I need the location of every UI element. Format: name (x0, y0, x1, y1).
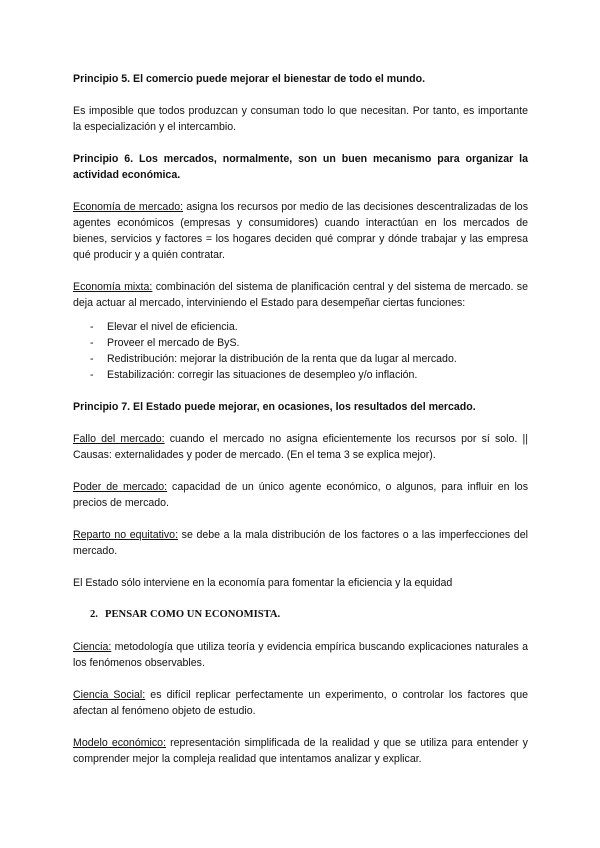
principle-5-text: Es imposible que todos produzcan y consuman todo lo que necesitan. Por tanto, es importante la especialización y el intercambio. (73, 105, 528, 133)
term-poder-de-mercado: Poder de mercado: (73, 481, 168, 493)
state-functions-list (73, 319, 528, 383)
definition-text: metodología que utiliza teoría y evidencia empírica buscando explicaciones naturales a los fenómenos observables. (73, 641, 528, 669)
term-economia-mixta: Economía mixta: (73, 281, 153, 293)
section-2-heading (73, 607, 528, 623)
term-economia-de-mercado: Economía de mercado: (73, 201, 184, 213)
dash-bullet: - (90, 353, 94, 365)
definition-modelo-economico (73, 735, 528, 767)
principle-5-heading: Principio 5. El comercio puede mejorar el bienestar de todo el mundo. (73, 73, 426, 85)
list-item: - Proveer el mercado de ByS. (90, 337, 240, 349)
term-ciencia-social: Ciencia Social: (73, 689, 146, 701)
definition-poder-de-mercado (73, 479, 528, 511)
definition-economia-de-mercado (73, 199, 528, 263)
dash-bullet: - (90, 369, 94, 381)
list-item: - Redistribución: mejorar la distribución de la renta que da lugar al mercado. (90, 353, 457, 365)
definition-text: combinación del sistema de planificación central y del sistema de mercado. se deja actuar al mercado, interviniendo el Estado para desempeñar ciertas funciones: (73, 281, 528, 309)
list-item: - Elevar el nivel de eficiencia. (90, 321, 238, 333)
definition-text: representación simplificada de la realidad y que se utiliza para entender y comprender mejor la compleja realidad que intentamos analizar y explicar. (73, 737, 528, 765)
definition-text: cuando el mercado no asigna eficientemente los recursos por sí solo. || Causas: externalidades y poder de mercado. (En el tema 3 se explica mejor). (73, 433, 528, 461)
principle-7-heading: Principio 7. El Estado puede mejorar, en ocasiones, los resultados del mercado. (73, 401, 476, 413)
term-ciencia: Ciencia: (73, 641, 112, 653)
definition-reparto-no-equitativo (73, 527, 528, 559)
term-fallo-del-mercado: Fallo del mercado: (73, 433, 165, 445)
section-title: PENSAR COMO UN ECONOMISTA. (105, 609, 281, 620)
definition-text: es difícil replicar perfectamente un experimento, o controlar los factores que afectan al fenómeno objeto de estudio. (73, 689, 528, 717)
term-reparto-no-equitativo: Reparto no equitativo: (73, 529, 179, 541)
term-modelo-economico: Modelo económico: (73, 737, 167, 749)
definition-ciencia (73, 639, 528, 671)
dash-bullet: - (90, 337, 94, 349)
list-item: - Estabilización: corregir las situaciones de desempleo y/o inflación. (90, 369, 418, 381)
principle-7-closing: El Estado sólo interviene en la economía para fomentar la eficiencia y la equidad (73, 577, 453, 589)
definition-ciencia-social (73, 687, 528, 719)
definition-text: asigna los recursos por medio de las decisiones descentralizadas de los agentes económicos (empresas y consumidores) cuando interactúan en los mercados de bienes, servicios y factores = los hogares deciden qué comprar y dónde trabajar y las empresa qué producir y a quién contratar. (73, 201, 528, 261)
principle-6-heading: Principio 6. Los mercados, normalmente, son un buen mecanismo para organizar la actividad económica. (73, 153, 528, 181)
dash-bullet: - (90, 321, 94, 333)
definition-fallo-del-mercado (73, 431, 528, 463)
definition-economia-mixta (73, 279, 528, 311)
definition-text: se debe a la mala distribución de los factores o a las imperfecciones del mercado. (73, 529, 528, 557)
definition-text: capacidad de un único agente económico, o algunos, para influir en los precios de mercado. (73, 481, 528, 509)
section-number: 2. (90, 609, 98, 620)
